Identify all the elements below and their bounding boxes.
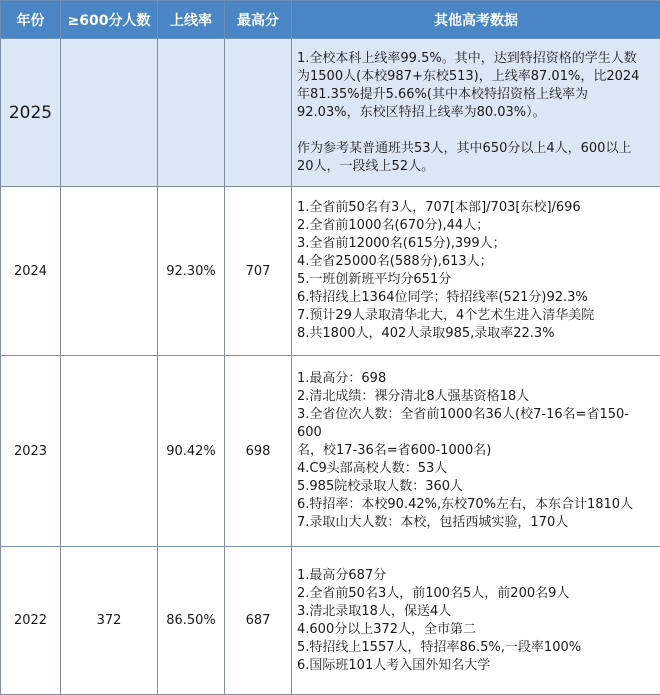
detail-line: 7.预计29人录取清华北大，4个艺术生进入清华美院 (297, 307, 657, 325)
header-year: 年份 (1, 1, 61, 39)
detail-line: 为1500人(本校987+东校513)，上线率87.01%，比2024 (297, 68, 657, 86)
detail-line: 1.全省前50名有3人，707[本部]/703[东校]/696 (297, 199, 657, 217)
cell-year: 2023 (1, 356, 61, 547)
detail-line: 7.录取山大人数：本校，包括西城实验，170人 (297, 514, 657, 532)
detail-line: 4.C9头部高校人数：53人 (297, 460, 657, 478)
detail-line: 1.最高分：698 (297, 370, 657, 388)
detail-line: 5.一班创新班平均分651分 (297, 271, 657, 289)
header-row (1, 1, 660, 39)
cell-max-score: 707 (225, 187, 292, 356)
detail-line-blank (297, 122, 657, 140)
cell-above600 (61, 187, 158, 356)
cell-rate: 92.30% (158, 187, 225, 356)
cell-above600 (61, 39, 158, 187)
detail-line: 6.国际班101人考入国外知名大学 (297, 657, 657, 675)
cell-rate: 86.50% (158, 547, 225, 695)
cell-max-score: 698 (225, 356, 292, 547)
cell-year: 2024 (1, 187, 61, 356)
header-rate: 上线率 (158, 1, 225, 39)
cell-above600 (61, 356, 158, 547)
cell-max-score (225, 39, 292, 187)
detail-line: 作为参考某普通班共53人，其中650分以上4人，600以上 (297, 140, 657, 158)
cell-details (292, 547, 660, 695)
detail-line: 5.985院校录取人数：360人 (297, 478, 657, 496)
cell-rate (158, 39, 225, 187)
cell-rate: 90.42% (158, 356, 225, 547)
detail-line: 20人，一段线上52人。 (297, 158, 657, 176)
table-row (1, 187, 660, 356)
detail-line: 600 (297, 424, 657, 442)
detail-line: 2.清北成绩：裸分清北8人强基资格18人 (297, 388, 657, 406)
table-row (1, 39, 660, 187)
detail-line: 名，校17-36名=省600-1000名) (297, 442, 657, 460)
detail-line: 4.全省25000名(588分),613人； (297, 253, 657, 271)
cell-above600: 372 (61, 547, 158, 695)
table-row (1, 547, 660, 695)
header-other-data: 其他高考数据 (292, 1, 660, 39)
header-max-score: 最高分 (225, 1, 292, 39)
cell-details (292, 356, 660, 547)
detail-line: 2.全省前1000名(670分),44人； (297, 217, 657, 235)
detail-line: 92.03%，东校区特招上线率为80.03%）。 (297, 104, 657, 122)
detail-line: 年81.35%提升5.66%(其中本校特招资格上线率为 (297, 86, 657, 104)
cell-year: 2025 (1, 39, 61, 187)
table-row (1, 356, 660, 547)
detail-line: 6.特招率：本校90.42%,东校70%左右，本东合计1810人 (297, 496, 657, 514)
cell-year: 2022 (1, 547, 61, 695)
detail-line: 2.全省前50名3人，前100名5人，前200名9人 (297, 585, 657, 603)
detail-line: 1.最高分687分 (297, 567, 657, 585)
detail-line: 3.清北录取18人，保送4人 (297, 603, 657, 621)
header-above600: ≥600分人数 (61, 1, 158, 39)
detail-line: 5.特招线上1557人，特招率86.5%,一段率100% (297, 639, 657, 657)
cell-details (292, 39, 660, 187)
detail-line: 4.600分以上372人，全市第二 (297, 621, 657, 639)
detail-line: 1.全校本科上线率99.5%。其中，达到特招资格的学生人数 (297, 50, 657, 68)
detail-line: 6.特招线上1364位同学；特招线率(521分)92.3% (297, 289, 657, 307)
cell-max-score: 687 (225, 547, 292, 695)
detail-line: 3.全省位次人数：全省前1000名36人(校7-16名=省150- (297, 406, 657, 424)
detail-line: 3.全省前12000名(615分),399人； (297, 235, 657, 253)
cell-details (292, 187, 660, 356)
detail-line: 8.共1800人，402人录取985,录取率22.3% (297, 325, 657, 343)
